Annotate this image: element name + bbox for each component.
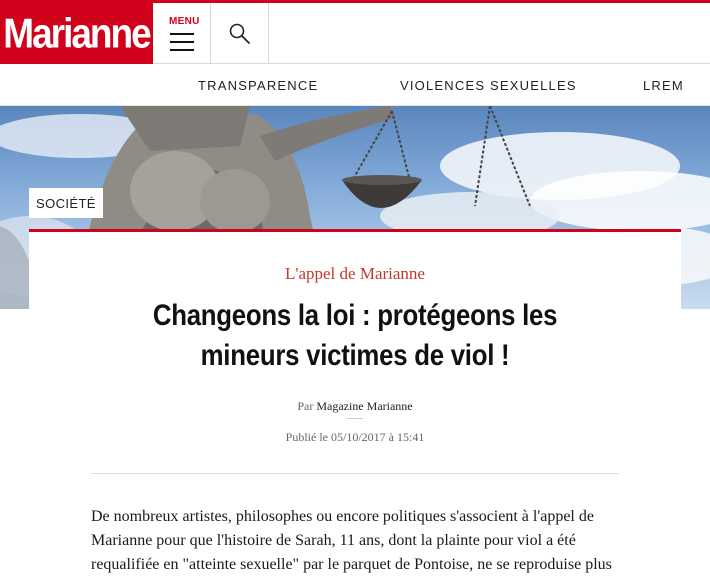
nav-item-transparence[interactable]: TRANSPARENCE (198, 78, 319, 93)
author-link[interactable]: Magazine Marianne (316, 399, 413, 413)
byline-prefix: Par (297, 399, 314, 413)
category-badge[interactable]: SOCIÉTÉ (29, 188, 103, 218)
nav-item-violences-sexuelles[interactable]: VIOLENCES SEXUELLES (400, 78, 577, 93)
marianne-logo[interactable] (0, 3, 153, 64)
search-icon (229, 23, 251, 45)
nav-item-lrem[interactable]: LREM (643, 78, 684, 93)
logo-text: Marianne (3, 9, 150, 56)
site-header (0, 0, 710, 64)
article-card (29, 229, 681, 585)
publish-date: Publié le 05/10/2017 à 15:41 (285, 430, 425, 444)
article-lead: De nombreux artistes, philosophes ou encore politiques s'associent à l'appel de Marianne pour que l'histoire de Sarah, 11 ans, dont la plainte pour viol a été requalifiée en "atteinte sexuelle" par le parquet de Pontoise, ne se reproduise plus (91, 508, 612, 573)
article-kicker[interactable]: L'appel de Marianne (285, 264, 425, 283)
article-byline (29, 399, 681, 414)
byline-divider (347, 418, 363, 419)
menu-button[interactable] (153, 3, 211, 64)
search-button[interactable] (211, 3, 269, 64)
menu-label: MENU (169, 16, 200, 27)
hamburger-icon (170, 33, 194, 57)
topic-nav (0, 64, 710, 106)
header-divider (91, 473, 619, 474)
article-title: Changeons la loi : protégeons les mineurs victimes de viol ! (152, 299, 558, 372)
